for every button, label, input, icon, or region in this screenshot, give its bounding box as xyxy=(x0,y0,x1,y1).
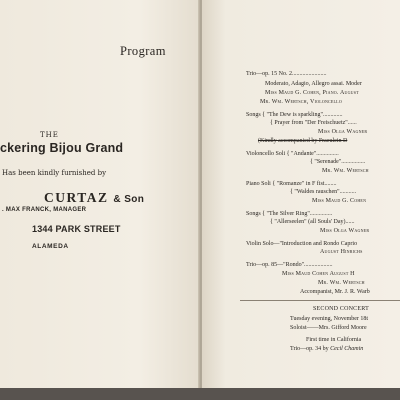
program-line: { Prayer from "Der Freischuetz"...... xyxy=(270,120,357,126)
street-address: 1344 PARK STREET xyxy=(32,224,121,234)
program-line: Accompanist, Mr. J. R. Warb xyxy=(300,289,370,295)
second-concert-trio xyxy=(290,346,363,353)
program-line: Miss Maud Cohen August H xyxy=(282,271,355,277)
piano-name: ckering Bijou Grand xyxy=(0,141,124,155)
program-line: Miss Olga Wagner xyxy=(318,129,368,135)
program-line: Songs { "The Dew is sparkling"............. xyxy=(246,112,343,118)
program-line: Violoncello Soli { "Andante"............... xyxy=(246,151,339,157)
second-concert-heading: SECOND CONCERT xyxy=(313,306,369,312)
program-line: Miss Maud G. Cohen, Piano. August xyxy=(265,90,359,96)
program-line: Piano Soli { "Romanze" in F fist........ xyxy=(246,181,337,187)
composer-name: Cecil Chamin xyxy=(330,346,364,352)
program-line: (Kindly accompanied by Fraeulein D xyxy=(258,138,348,144)
program-line: { "Allerseelen" (all Souls' Day)...... xyxy=(270,219,355,225)
trio-text: Trio—op. 34 by xyxy=(290,346,331,352)
manager-line: . MAX FRANCK, MANAGER xyxy=(2,207,87,213)
program-line: { "Serenade"................ xyxy=(310,159,366,165)
program-line: Trio—op. 85—"Rondo"................... xyxy=(246,262,333,268)
dealer-surname: CURTAZ xyxy=(44,190,109,205)
program-line: Violin Solo—"Introduction and Rondo Caprio xyxy=(246,241,358,247)
program-line: Moderato, Adagio, Allegro assai. Moder xyxy=(265,81,362,87)
second-concert-soloist: Soloist——Mrs. Gifford Moore xyxy=(290,325,367,331)
city-name: ALAMEDA xyxy=(32,243,69,250)
program-line: Mr. Wm. Wertsch xyxy=(318,280,365,286)
second-concert-date: Tuesday evening, November 18t xyxy=(290,316,369,322)
dealer-son: & Son xyxy=(113,194,145,205)
program-line: { "Waldes rauschen"........... xyxy=(290,189,357,195)
program-line: Mr. Wm. Wertsch, Violoncello xyxy=(260,99,342,105)
second-concert-note: First time in California xyxy=(306,337,362,343)
program-line: August Hinrichs xyxy=(320,249,363,255)
table-surface xyxy=(0,388,400,400)
right-page xyxy=(202,0,400,400)
program-line: Miss Olga Wagner xyxy=(320,228,370,234)
intro-word: THE xyxy=(40,131,59,139)
program-title: Program xyxy=(120,44,166,58)
furnished-by-text: Has been kindly furnished by xyxy=(2,169,107,177)
program-line: Songs { "The Silver Ring"............... xyxy=(246,211,333,217)
program-line: Mr. Wm. Wertsch xyxy=(322,168,369,174)
program-line: Trio—op. 15 No. 2....................... xyxy=(246,71,327,77)
section-divider xyxy=(240,300,400,301)
program-line: Miss Maud G. Cohen xyxy=(312,198,367,204)
